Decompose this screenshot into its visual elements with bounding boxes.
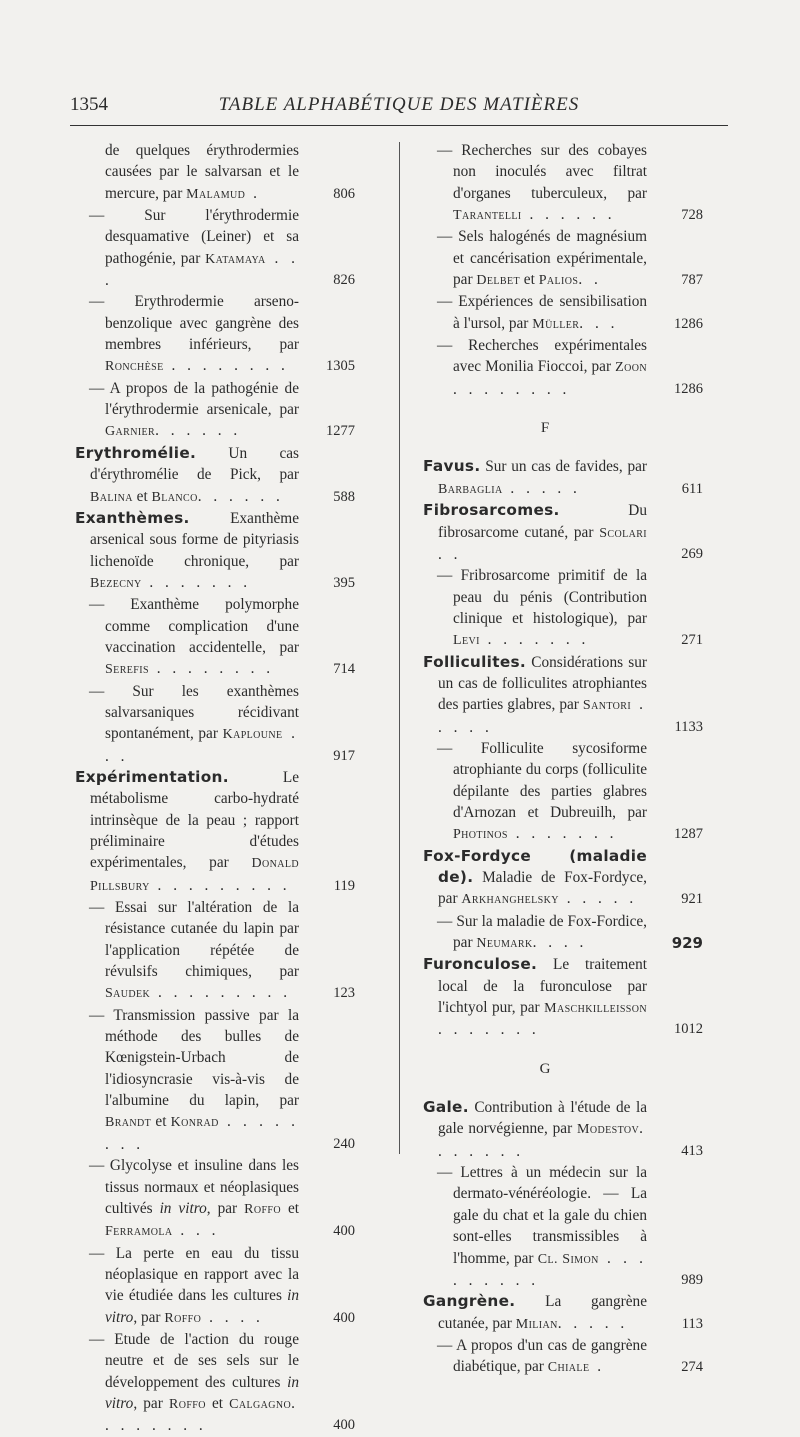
page-ref: 917 (333, 747, 355, 764)
index-entry: Gangrène. La gangrène cutanée, par Milian. . . . . 113 (423, 1291, 703, 1335)
page-ref: 929 (671, 934, 703, 953)
headword: Favus. (423, 457, 481, 476)
section-letter-g: G (539, 1060, 551, 1077)
right-column (423, 140, 703, 1379)
index-entry: — A propos de la pathogénie de l'érythrodermie arsenicale, par Garnier. . . . . . 1277 (75, 378, 355, 443)
headword: Furonculose. (423, 955, 538, 974)
headword: Fox-Fordyce (maladie de). (423, 846, 647, 886)
headword: Gale. (423, 1098, 469, 1117)
page-ref: 806 (333, 185, 355, 202)
headword: Expérimentation. (75, 767, 229, 786)
index-entry: — Folliculite sycosiforme atrophiante du corps (folliculite dépilante des parties glabres d'Arnozan et Dubreuilh, par Photinos . . . . . . . 1287 (423, 738, 703, 846)
running-title: TABLE ALPHABÉTIQUE DES MATIÈRES (218, 94, 580, 115)
page-ref: 240 (333, 1135, 355, 1152)
page-ref: 826 (333, 272, 355, 289)
page-ref: 588 (333, 488, 355, 505)
page-ref: 123 (333, 985, 355, 1002)
index-entry: Fibrosarcomes. Du fibrosarcome cutané, par Scolari . . 269 (423, 500, 703, 565)
index-entry: — Sels halogénés de magnésium et cancérisation expérimentale, par Delbet et Palios. . 787 (423, 226, 703, 291)
page-ref: 119 (333, 877, 355, 894)
section-letter-f: F (540, 420, 550, 437)
page-ref: 413 (681, 1142, 703, 1159)
index-entry: Erythromélie. Un cas d'érythromélie de Pick, par Balina et Blanco. . . . . . 588 (75, 443, 355, 508)
index-entry: — Glycolyse et insuline dans les tissus normaux et néoplasiques cultivés in vitro, par Roffo et Ferramola . . . 400 (75, 1155, 355, 1242)
index-entry: — Exanthème polymorphe comme complication d'une vaccination accidentelle, par Serefis . . . . . . . . 714 (75, 594, 355, 680)
index-entry: Furonculose. Le traitement local de la furonculose par l'ichtyol pur, par Maschkilleisson . . . . . . . 1012 (423, 954, 703, 1040)
page-ref: 989 (681, 1271, 703, 1288)
index-entry: Gale. Contribution à l'étude de la gale norvégienne, par Modestov. . . . . . . 413 (423, 1097, 703, 1162)
index-entry: Expérimentation. Le métabolisme carbo-hydraté intrinsèque de la peau ; rapport préliminaire d'études expérimentales, par Donald Pillsbury . . . . . . . . . 119 (75, 767, 355, 897)
page-ref: 1286 (674, 380, 703, 397)
headword: Folliculites. (423, 652, 527, 671)
index-entry: — Fribrosarcome primitif de la peau du pénis (Contribution clinique et histologique), par Levi . . . . . . . 271 (423, 565, 703, 651)
index-entry: de quelques érythrodermies causées par le salvarsan et le mercure, par Malamud . 806 (75, 140, 355, 205)
page-ref: 395 (333, 574, 355, 591)
page-ref: 400 (333, 1309, 355, 1326)
index-entry: — Expériences de sensibilisation à l'ursol, par Müller. . . 1286 (423, 291, 703, 335)
index-entry: Fox-Fordyce (maladie de). Maladie de Fox-Fordyce, par Arkhanghelsky . . . . . 921 (423, 846, 703, 911)
index-entry: — Recherches sur des cobayes non inoculés avec filtrat d'organes tuberculeux, par Tarantelli . . . . . . 728 (423, 140, 703, 226)
page-number: 1354 (70, 94, 108, 115)
page-ref: 113 (681, 1315, 703, 1332)
index-entry: Exanthèmes. Exanthème arsenical sous forme de pityriasis lichenoïde chronique, par Bezecny . . . . . . . 395 (75, 508, 355, 594)
index-entry: — Sur les exanthèmes salvarsaniques récidivant spontanément, par Kaploune . . . 917 (75, 681, 355, 767)
page-ref: 921 (681, 891, 703, 908)
index-entry: Folliculites. Considérations sur un cas de folliculites atrophiantes des parties glabres, par Santori . . . . . 1133 (423, 652, 703, 738)
page-ref: 1012 (674, 1021, 703, 1038)
page-ref: 714 (333, 661, 355, 678)
headword: Erythromélie. (75, 443, 197, 462)
left-column (75, 140, 355, 1437)
page-ref: 1305 (326, 358, 355, 375)
headword: Exanthèmes. (75, 508, 190, 527)
index-entry: — Essai sur l'altération de la résistance cutanée du lapin par l'application répétée de révulsifs chimiques, par Saudek . . . . . . . . . 123 (75, 897, 355, 1005)
index-entry: Favus. Sur un cas de favides, par Barbaglia . . . . . 611 (423, 456, 703, 500)
headword: Gangrène. (423, 1292, 516, 1311)
header-rule (70, 125, 728, 126)
page-ref: 787 (681, 272, 703, 289)
index-entry: — Recherches expérimentales avec Monilia Fioccoi, par Zoon . . . . . . . . 1286 (423, 335, 703, 400)
page-ref: 271 (681, 632, 703, 649)
page-ref: 611 (681, 480, 703, 497)
index-entry: — Etude de l'action du rouge neutre et de ses sels sur le développement des cultures in vitro, par Roffo et Calgagno. . . . . . . . 400 (75, 1329, 355, 1437)
page-ref: 269 (681, 545, 703, 562)
index-entry: — Erythrodermie arseno-benzolique avec gangrène des membres inférieurs, par Ronchèse . . . . . . . . 1305 (75, 291, 355, 377)
index-entry: — Sur la maladie de Fox-Fordice, par Neumark. . . . 929 (423, 911, 703, 955)
index-entry: — La perte en eau du tissu néoplasique en rapport avec la vie étudiée dans les cultures in vitro, par Roffo . . . . 400 (75, 1243, 355, 1329)
headword: Fibrosarcomes. (423, 501, 560, 520)
page-ref: 400 (333, 1417, 355, 1434)
page-ref: 274 (681, 1359, 703, 1376)
index-entry: — Sur l'érythrodermie desquamative (Leiner) et sa pathogénie, par Katamaya . . . 826 (75, 205, 355, 291)
page-ref: 1287 (674, 826, 703, 843)
page-header (70, 88, 728, 128)
index-entry: — Lettres à un médecin sur la dermato-vénéréologie. — La gale du chat et la gale du chien sont-elles transmissibles à l'homme, par Cl. Simon . . . . . . . . . 989 (423, 1162, 703, 1291)
page-ref: 1286 (674, 315, 703, 332)
index-entry: — Transmission passive par la méthode des bulles de Kœnigstein-Urbach de l'idiosyncrasie vis-à-vis de l'albumine du lapin, par Brandt et Konrad . . . . . . . . 240 (75, 1005, 355, 1155)
column-divider (399, 142, 400, 1154)
page-ref: 1277 (326, 423, 355, 440)
page-ref: 728 (681, 207, 703, 224)
index-entry: — A propos d'un cas de gangrène diabétique, par Chiale . 274 (423, 1335, 703, 1379)
page-ref: 1133 (674, 718, 703, 735)
page-ref: 400 (333, 1223, 355, 1240)
